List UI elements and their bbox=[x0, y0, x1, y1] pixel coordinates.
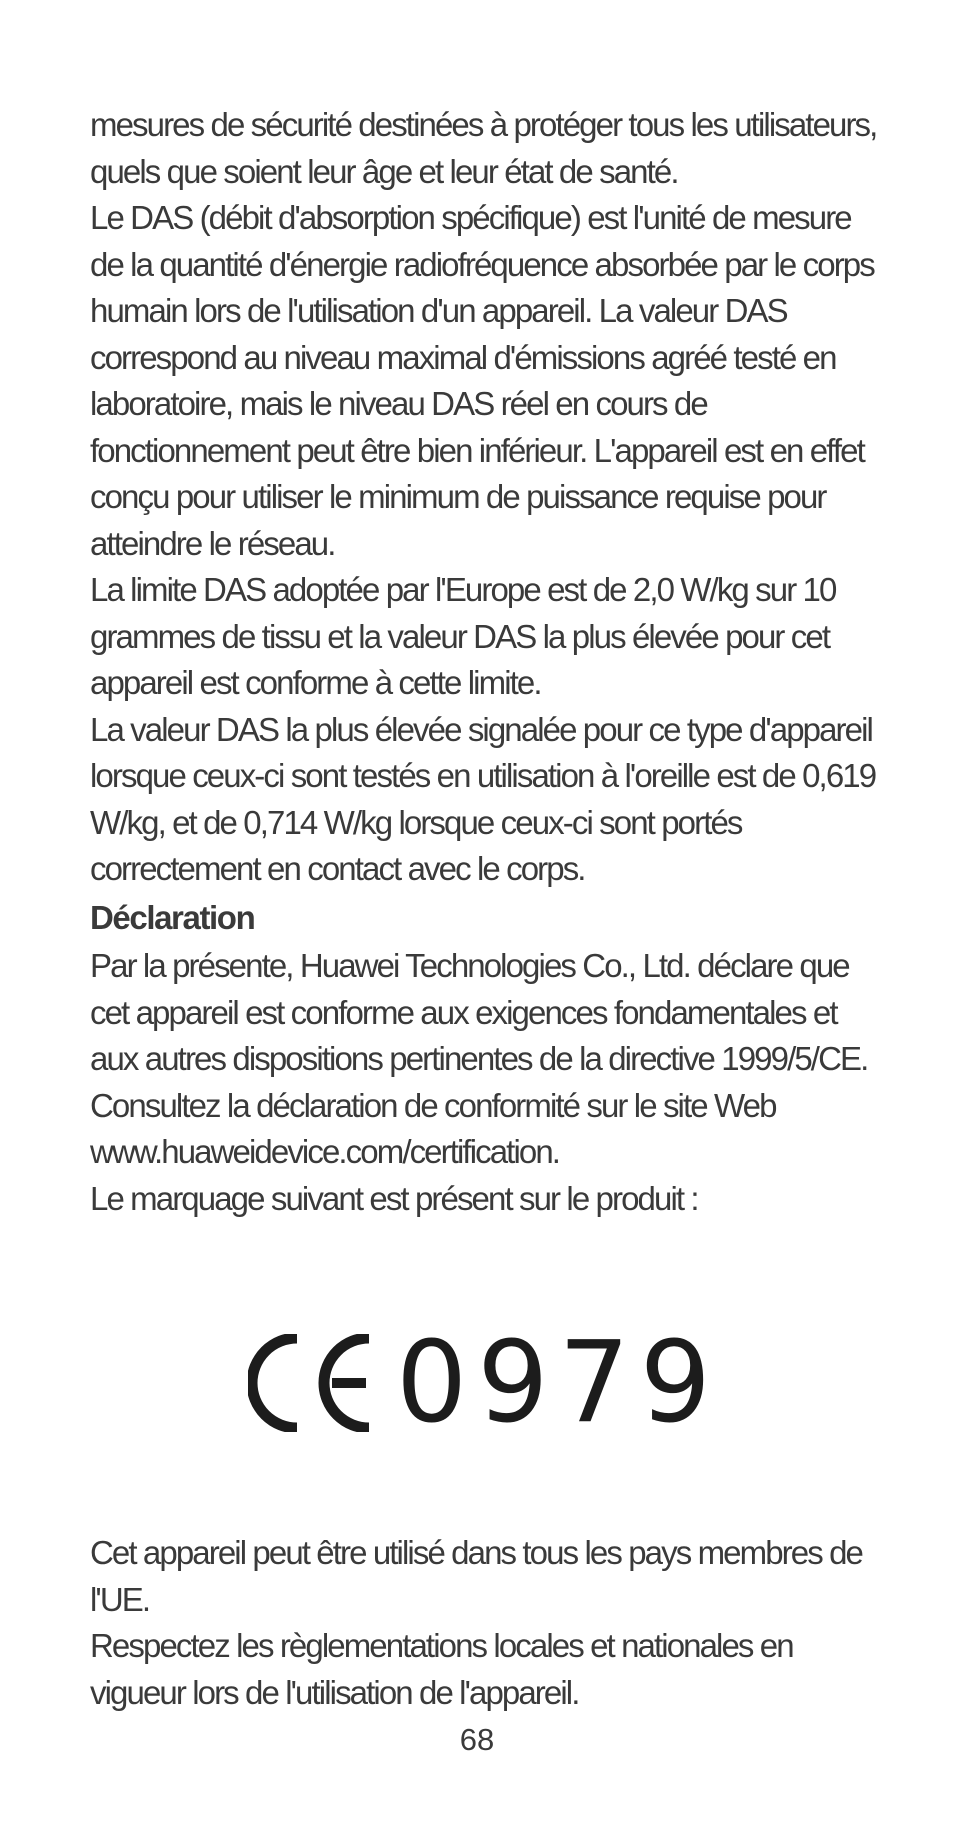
closing-section bbox=[90, 1530, 880, 1716]
ce-logo-icon bbox=[248, 1334, 376, 1432]
page-number: 68 bbox=[459, 1722, 495, 1757]
document-body bbox=[90, 102, 880, 1222]
paragraph-safety-intro: mesures de sécurité destinées à protéger tous les utilisateurs, quels que soient leur âge et leur état de santé. bbox=[90, 106, 877, 190]
ce-marking bbox=[248, 1318, 722, 1448]
paragraph-regulations: Respectez les règlementations locales et nationales en vigueur lors de l'utilisation de l'appareil. bbox=[90, 1627, 793, 1711]
paragraph-das-limit: La limite DAS adoptée par l'Europe est de 2,0 W/kg sur 10 grammes de tissu et la valeur DAS la plus élevée pour cet appareil est conforme à cette limite. bbox=[90, 571, 836, 701]
ce-notified-body-number: 0979 bbox=[396, 1318, 722, 1448]
paragraph-conformity-website: Consultez la déclaration de conformité sur le site Web www.huaweidevice.com/certification. bbox=[90, 1086, 776, 1170]
paragraph-declaration: Par la présente, Huawei Technologies Co., Ltd. déclare que cet appareil est conforme aux exigences fondamentales et aux autres dispositions pertinentes de la directive 1999/5/CE. bbox=[90, 947, 868, 1077]
declaration-heading: Déclaration bbox=[90, 898, 255, 936]
paragraph-marking-intro: Le marquage suivant est présent sur le produit : bbox=[90, 1179, 698, 1217]
paragraph-das-definition: Le DAS (débit d'absorption spécifique) est l'unité de mesure de la quantité d'énergie radiofréquence absorbée par le corps humain lors de l'utilisation d'un appareil. La valeur DAS correspond au niveau maximal d'émissions agréé testé en laboratoire, mais le niveau DAS réel en cours de fonctionnement peut être bien inférieur. L'appareil est en effet conçu pour utiliser le minimum de puissance requise pour atteindre le réseau. bbox=[90, 199, 874, 562]
paragraph-eu-usage: Cet appareil peut être utilisé dans tous les pays membres de l'UE. bbox=[90, 1534, 862, 1618]
paragraph-das-values: La valeur DAS la plus élevée signalée pour ce type d'appareil lorsque ceux-ci sont testés en utilisation à l'oreille est de 0,619 W/kg, et de 0,714 W/kg lorsque ceux-ci sont portés correctement en contact avec le corps. bbox=[90, 710, 876, 887]
